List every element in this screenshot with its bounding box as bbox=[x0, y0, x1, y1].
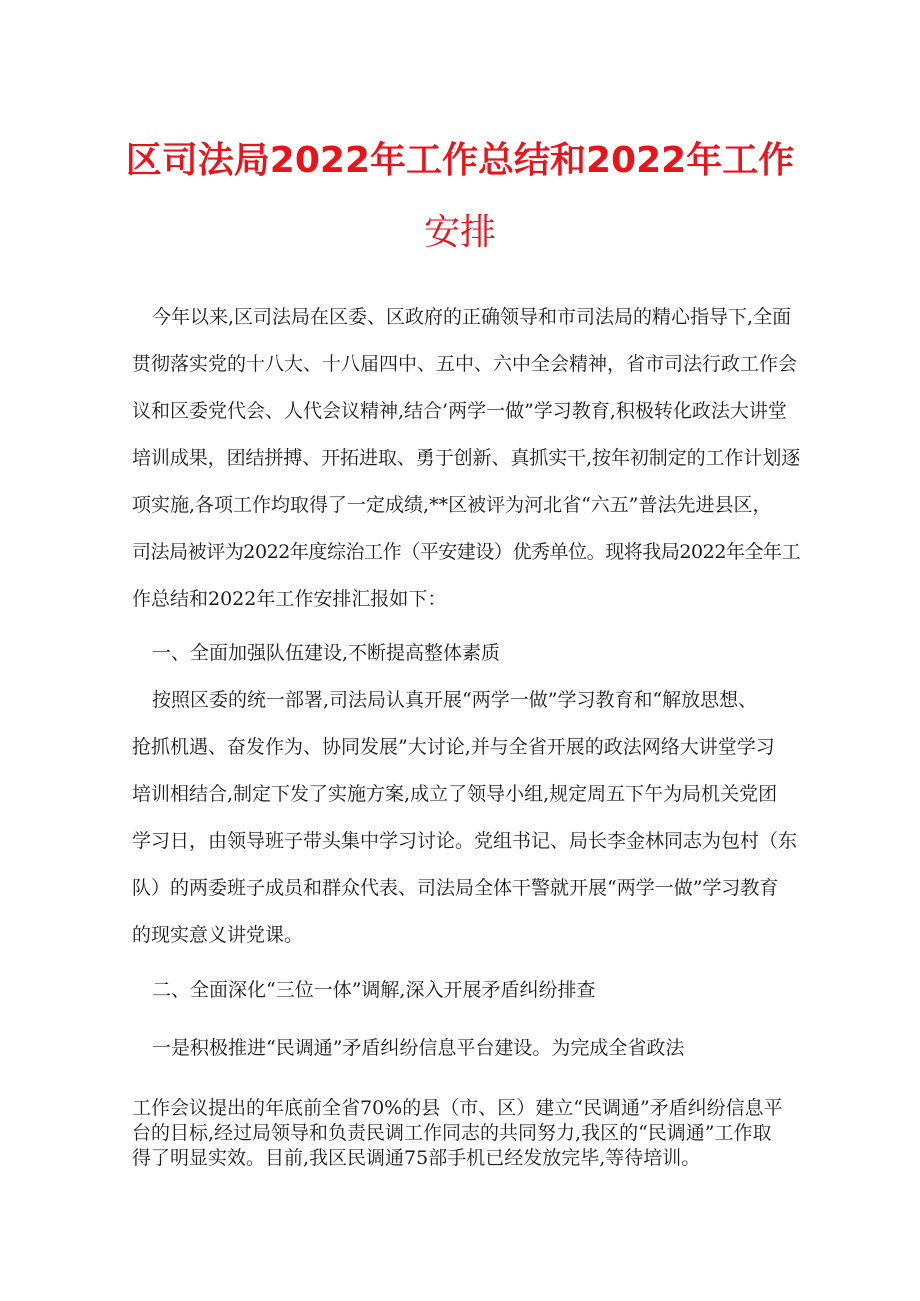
section-2-paragraph-2-line-2: 台的目标,经过局领导和负责民调工作同志的共同努力,我区的“民调通”工作取 bbox=[132, 1122, 772, 1144]
section-2-heading: 二、全面深化“三位一体”调解,深入开展矛盾纠纷排查 bbox=[152, 979, 596, 1001]
document-title-line-1: 区司法局2022年工作总结和2022年工作 bbox=[125, 140, 795, 181]
section-1-line-3: 培训相结合,制定下发了实施方案,成立了领导小组,规定周五下午为局机关党团 bbox=[132, 783, 778, 805]
intro-line-5: 项实施,各项工作均取得了一定成绩,**区被评为河北省“六五”普法先进县区， bbox=[132, 494, 772, 516]
intro-line-6: 司法局被评为2022年度综治工作（平安建设）优秀单位。现将我局2022年全年工 bbox=[132, 541, 801, 563]
intro-line-3: 议和区委党代会、人代会议精神,结合’两学一做”学习教育,积极转化政法大讲堂 bbox=[132, 400, 787, 422]
intro-line-2: 贯彻落实党的十八大、十八届四中、五中、六中全会精神，省市司法行政工作会 bbox=[132, 353, 798, 375]
intro-line-7: 作总结和2022年工作安排汇报如下： bbox=[132, 588, 447, 610]
intro-line-4: 培训成果，团结拼搏、开拓进取、勇于创新、真抓实干,按年初制定的工作计划逐 bbox=[132, 447, 801, 469]
section-1-heading: 一、全面加强队伍建设,不断提高整体素质 bbox=[152, 642, 501, 664]
section-2-paragraph-1: 一是积极推进“民调通”矛盾纠纷信息平台建设。为完成全省政法 bbox=[152, 1037, 685, 1059]
intro-line-1: 今年以来,区司法局在区委、区政府的正确领导和市司法局的精心指导下,全面 bbox=[152, 306, 792, 328]
section-1-line-6: 的现实意义讲党课。 bbox=[132, 924, 304, 946]
section-1-line-4: 学习日，由领导班子带头集中学习讨论。党组书记、局长李金林同志为包村（东 bbox=[132, 830, 798, 852]
document-title-line-2: 安排 bbox=[423, 212, 496, 253]
section-1-line-1: 按照区委的统一部署,司法局认真开展“两学一做”学习教育和“解放思想、 bbox=[152, 689, 758, 711]
section-1-line-5: 队）的两委班子成员和群众代表、司法局全体干警就开展“两学一做”学习教育 bbox=[132, 877, 779, 899]
section-2-paragraph-2-line-1: 工作会议提出的年底前全省70%的县（市、区）建立“民调通”矛盾纠纷信息平 bbox=[132, 1097, 783, 1119]
section-1-line-2: 抢抓机遇、奋发作为、协同发展”大讨论,并与全省开展的政法网络大讲堂学习 bbox=[132, 736, 775, 758]
section-2-paragraph-2-line-3: 得了明显实效。目前,我区民调通75部手机已经发放完毕,等待培训。 bbox=[132, 1147, 701, 1169]
